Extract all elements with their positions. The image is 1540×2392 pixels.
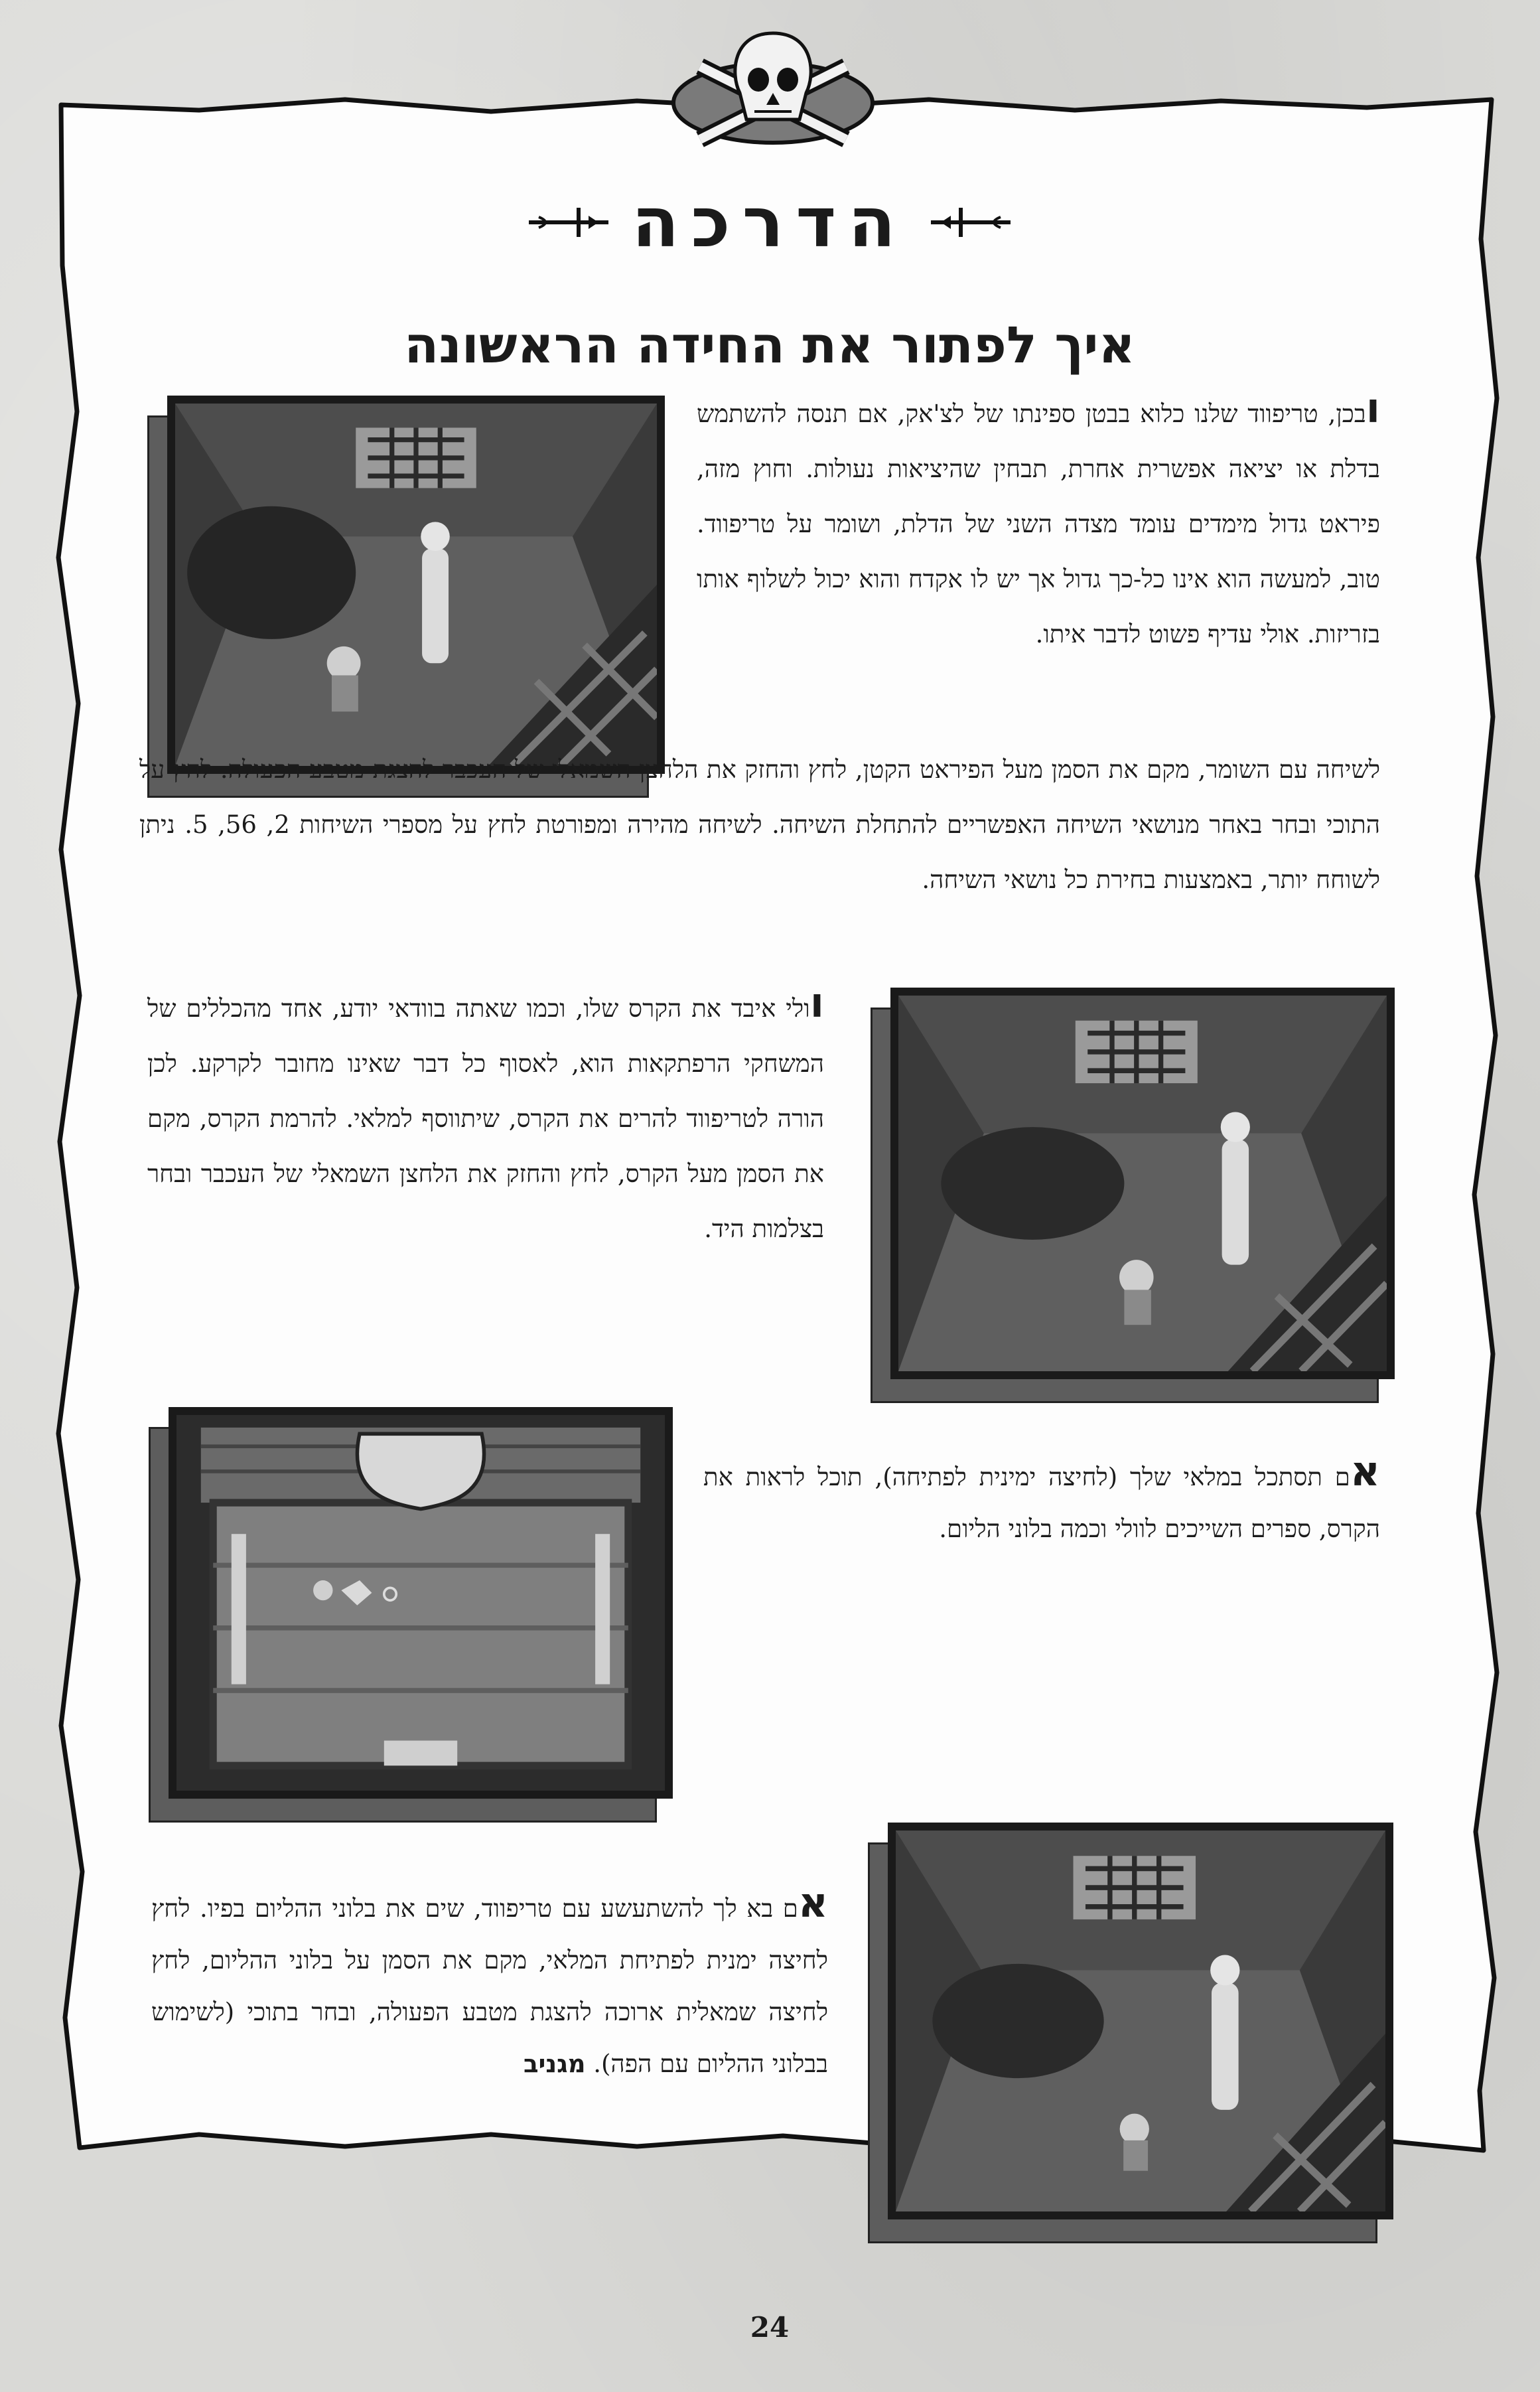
flourish-icon (525, 202, 612, 242)
section-text (697, 386, 1380, 731)
signature: מגניב (523, 2050, 586, 2078)
section-body: ם תסתכל במלאי שלך (לחיצה ימינית לפתיחה), תוכל לראות את הקרס, ספרים השייכים לוולי וכמה בלוני הליום. (703, 1463, 1380, 1543)
page-number: 24 (750, 2311, 790, 2344)
section-text (703, 1447, 1380, 1623)
skull-crossbones-icon (667, 27, 879, 159)
flourish-icon (928, 202, 1014, 242)
section-text (147, 978, 824, 1366)
section-body: ם בא לך להשתעשע עם טריפווד, שים את בלוני ההליום בפיו. לחץ לחיצה ימנית לפתיחת המלאי, מקם את הסמן על בלוני ההליום, לחץ לחיצה שמאלית ארוכה להצגת מטבע הפעולה, ובחר בתוכי (לשימוש בבלוני ההליום עם הפה). (151, 1894, 828, 2078)
game-screenshot (871, 988, 1395, 1399)
dropcap: א (798, 1878, 828, 1927)
section-text: לשיחה עם השומר, מקם את הסמן מעל הפיראט הקטן, לחץ והחזק את הלחצן השמאלי של העכבר להצגת מטבע הפעולה. לחץ על התוכי ובחר באחר מנושאי השיחה האפשריים להתחלת השיחה. לשיחה מהירה ומפורטת לחץ על מספרי השיחות 2, 56, 5. ניתן לשוחח יותר, באמצעות בחירת כל נושאי השיחה. (139, 755, 1380, 894)
section-body: ולי איבד את הקרס שלו, וכמו שאתה בוודאי יודע, אחד מהכללים של המשחקי הרפתקאות הוא, לאסוף כל דבר שאינו מחובר לקרקע. לכן הורה לטריפווד להרים את הקרס, שיתווסף למלאי. להרמת הקרס, מקם את הסמן מעל הקרס, לחץ והחזק את הלחצן השמאלי של העכבר ובחר בצלמות היד. (147, 994, 824, 1243)
title-text: הדרכה (632, 182, 908, 263)
page-title (504, 179, 1035, 265)
inventory-screenshot (149, 1407, 673, 1819)
section-text (151, 1878, 828, 2161)
section-body: בכן, טריפווד שלנו כלוא בבטן ספינתו של לצ'אק, אם תנסה להשתמש בדלת או יציאה אפשרית אחרת, תבחין שהיציאות נעולות. וחוץ מזה, פיראט גדול מימדים עומד מצדה השני של הדלת, ושומר על טריפווד. טוב, למעשה הוא אינו כל-כך גדול אך יש לו אקדח והוא יכול לשלוף אותו בזריזות. אולי עדיף פשוט לדבר איתו. (697, 400, 1380, 648)
page-subtitle: איך לפתור את החידה הראשונה (404, 315, 1135, 374)
dropcap: ו (809, 978, 824, 1027)
game-screenshot (868, 1823, 1393, 2239)
dropcap: ו (1365, 384, 1380, 432)
game-screenshot (147, 396, 665, 794)
dropcap: א (1350, 1447, 1380, 1495)
